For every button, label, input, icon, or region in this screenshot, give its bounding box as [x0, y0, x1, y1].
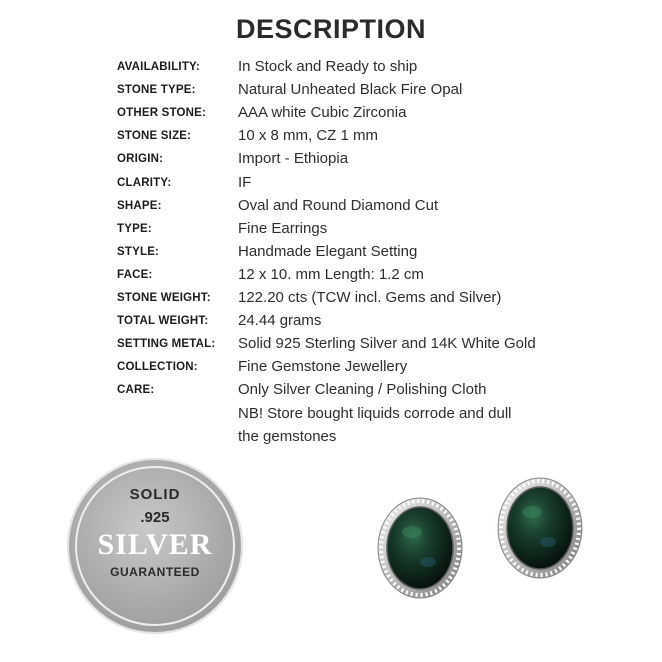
spec-label: FACE:	[117, 268, 153, 281]
spec-label: ORIGIN:	[117, 153, 164, 166]
spec-label: SHAPE:	[117, 199, 162, 212]
spec-row-shape	[117, 191, 637, 214]
spec-label: STYLE:	[117, 245, 160, 258]
spec-value: Fine Earrings	[238, 219, 328, 237]
spec-value: NB! Store bought liquids corrode and dull	[238, 404, 512, 422]
spec-row-collection	[117, 352, 637, 375]
spec-label: COLLECTION:	[117, 361, 198, 374]
badge-line-silver: SILVER	[97, 528, 213, 561]
badge-line-925: .925	[140, 509, 170, 526]
spec-row-face	[117, 260, 637, 283]
spec-label: TOTAL WEIGHT:	[117, 315, 209, 328]
spec-value: In Stock and Ready to ship	[238, 58, 418, 76]
spec-label: OTHER STONE:	[117, 107, 207, 120]
spec-value: Only Silver Cleaning / Polishing Cloth	[238, 381, 487, 399]
spec-row-availability	[117, 52, 637, 75]
spec-row-stone-weight	[117, 283, 637, 306]
spec-value: Natural Unheated Black Fire Opal	[238, 81, 463, 99]
spec-row-setting-metal	[117, 329, 637, 352]
spec-value: 12 x 10. mm Length: 1.2 cm	[238, 265, 424, 283]
spec-label: SETTING METAL:	[117, 338, 216, 351]
spec-row-care-note-cont	[117, 422, 637, 445]
spec-row-care	[117, 375, 637, 398]
spec-value: Solid 925 Sterling Silver and 14K White Gold	[238, 335, 536, 353]
spec-row-style	[117, 237, 637, 260]
earrings-photo	[370, 470, 610, 620]
spec-label: AVAILABILITY:	[117, 61, 201, 74]
spec-row-clarity	[117, 167, 637, 190]
silver-guarantee-badge	[67, 458, 243, 634]
right-earring	[498, 478, 582, 578]
spec-value: Import - Ethiopia	[238, 150, 349, 168]
spec-row-total-weight	[117, 306, 637, 329]
left-earring	[378, 498, 462, 598]
spec-value: Handmade Elegant Setting	[238, 242, 418, 260]
spec-label: CARE:	[117, 384, 155, 397]
spec-row-type	[117, 214, 637, 237]
spec-label: STONE TYPE:	[117, 84, 196, 97]
spec-label: STONE SIZE:	[117, 130, 192, 143]
spec-row-other-stone	[117, 98, 637, 121]
spec-row-stone-size	[117, 121, 637, 144]
spec-label: TYPE:	[117, 222, 152, 235]
spec-value: the gemstones	[238, 427, 337, 445]
spec-value: IF	[238, 173, 252, 191]
spec-label: CLARITY:	[117, 176, 172, 189]
spec-value: AAA white Cubic Zirconia	[238, 104, 407, 122]
spec-value: Oval and Round Diamond Cut	[238, 196, 439, 214]
spec-value: 122.20 cts (TCW incl. Gems and Silver)	[238, 289, 502, 307]
spec-row-stone-type	[117, 75, 637, 98]
page-title: DESCRIPTION	[235, 14, 427, 44]
badge-line-solid: SOLID	[129, 486, 181, 503]
spec-row-origin	[117, 144, 637, 167]
badge-line-guaranteed: GUARANTEED	[110, 565, 200, 579]
spec-list	[117, 52, 637, 445]
spec-value: Fine Gemstone Jewellery	[238, 358, 408, 376]
spec-row-care-note	[117, 398, 637, 421]
spec-value: 24.44 grams	[238, 312, 322, 330]
spec-value: 10 x 8 mm, CZ 1 mm	[238, 127, 379, 145]
spec-label: STONE WEIGHT:	[117, 292, 211, 305]
